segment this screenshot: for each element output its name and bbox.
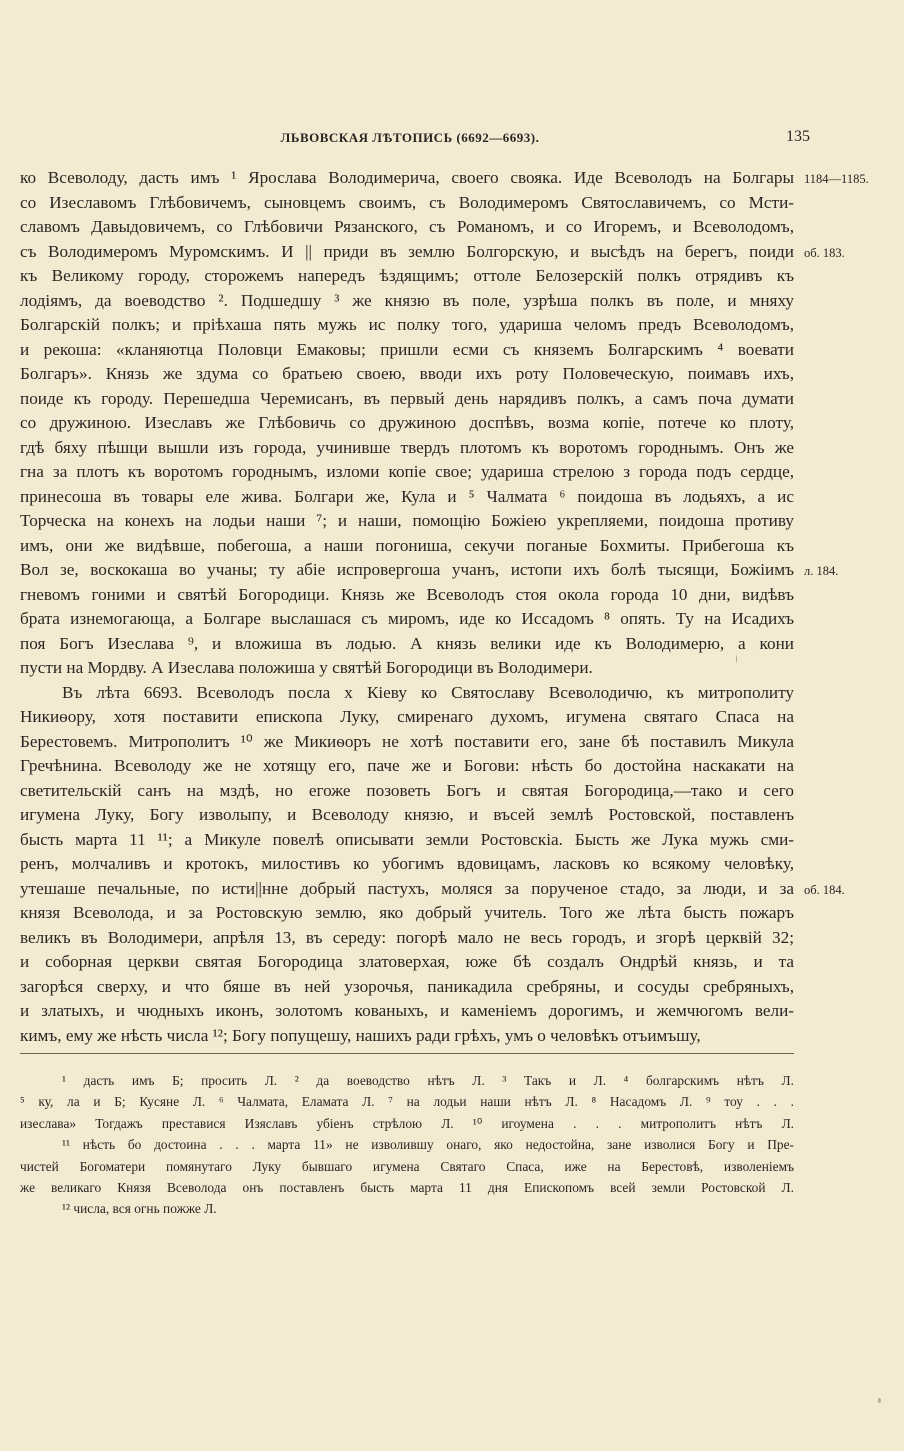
text-line: принесоша въ товары еле жива. Болгари же, Кула и ⁵ Чалмата ⁶ поидоша въ лодьяхъ, а ис <box>20 486 794 506</box>
text-line: лодіямъ, да воеводство ². Подшедшу ³ же князю въ поле, узрѣша полкъ въ поле, и мняху <box>20 290 794 310</box>
text-line: къ Великому городу, сторожемъ напередъ ѣздящимъ; оттоле Белозерскій полкъ отрядивъ къ <box>20 266 794 285</box>
text-line: ко Всеволоду, дасть имъ ¹ Ярослава Володимерича, своего свояка. Иде Всеволодъ на Болгары <box>20 168 794 187</box>
margin-note: л. 184. <box>804 564 839 578</box>
text-line: бысть марта 11 ¹¹; а Микуле повелѣ описывати земли Ростовскіа. Бысть же Лука мужь сми- <box>20 829 794 849</box>
text-line: Торческа на конехъ на лодьи наши ⁷; и наши, помощію Божіею укрепляеми, поидоша противу <box>20 511 794 530</box>
margin-note: об. 183. <box>804 245 845 260</box>
text-line: утешаше печальные, по исти||нне добрый пастухъ, моляся за порученое стадо, за люди, и за <box>20 878 794 898</box>
text-line: гна за плотъ къ воротомъ городнымъ, изломи копіе свое; удариша стрелою з города подъ сердце, <box>20 462 794 481</box>
text-line: славомъ Давыдовичемъ, со Глѣбовичи Рязанского, съ Романомъ, и со Игоремъ, и Всеволодомъ, <box>20 217 794 236</box>
margin-note: 1184—1185. <box>804 172 869 186</box>
text-line: Болгаръ». Князь же здума со братьею своею, вводи ихъ роту Половеческую, поимавъ ихъ, <box>20 364 794 383</box>
page-number: 135 <box>786 128 810 145</box>
text-line: съ Володимеромъ Муромскимъ. И || приди въ землю Болгорскую, и высѣдъ на берегъ, поиди <box>20 241 794 261</box>
text-line: Берестовемъ. Митрополитъ ¹⁰ же Микиѳоръ не хотѣ поставити его, зане бѣ поставилъ Микула <box>20 731 794 751</box>
running-title: ЛЬВОВСКАЯ ЛѢТОПИСЬ (6692—6693). <box>280 130 540 145</box>
footnote-line: ¹ дасть имъ Б; просить Л. ² да воеводство нѣтъ Л. ³ Такъ и Л. ⁴ болгарскимъ нѣтъ Л. <box>62 1073 794 1088</box>
margin-note: об. 184. <box>804 882 845 897</box>
text-line: Въ лѣта 6693. Всеволодъ посла х Кіеву ко Святославу Всеволодичю, къ митрополиту <box>62 682 794 702</box>
footnote-line: ¹¹ нѣсть бо достоина . . . марта 11» не изволившу онаго, яко недостойна, зане изволися Богу и Пре- <box>62 1137 794 1153</box>
text-line: кимъ, ему же нѣсть числа ¹²; Богу попущешу, нашихъ ради грѣхъ, умъ о человѣкъ отъимъшу, <box>20 1025 701 1045</box>
text-line: и златыхъ, и чюдныхъ иконъ, золотомъ кованыхъ, и каменіемъ дорогимъ, и жемчюгомъ вели- <box>20 1001 794 1020</box>
text-line: Никиѳору, хотя поставити епископа Луку, смиренаго духомъ, игумена святаго Спаса на <box>20 707 794 726</box>
footnote-line: ⁵ ку, ла и Б; Кусяне Л. ⁶ Чалмата, Еламата Л. ⁷ на лодьи наши нѣтъ Л. ⁸ Насадомъ Л. ⁹ тоу . . . <box>20 1094 794 1110</box>
footnote-line: же великаго Князя Всеволода онъ поставленъ бысть марта 11 дня Епископомъ всей земли Ростовской Л. <box>20 1179 794 1195</box>
text-line: Гречѣнина. Всеволоду же не хотящу его, паче же и Богови: нѣсть бо достойна наскакати на <box>20 756 794 775</box>
text-line: Болгарскій полкъ; и пріѣхаша пять мужь ис полку того, удариша челомъ предъ Всеволодомъ, <box>20 315 794 334</box>
text-line: ренъ, молчаливъ и кротокъ, милостивъ ко убогимъ вдовицамъ, ласковъ ко всякому человѣку, <box>20 854 794 873</box>
text-line: великъ въ Володимери, апрѣля 13, въ середу: погорѣ мало не весь городъ, и згорѣ церквій 32; <box>20 927 794 947</box>
text-line: гдѣ бяху пѣшци вышли изъ города, учинивше твердъ плотомъ къ воротомъ городнымъ. Онъ же <box>20 437 794 457</box>
text-line: имъ, они же видѣвше, побегоша, а наши погониша, секучи поганые Бохмиты. Прибегоша къ <box>20 535 794 555</box>
text-line: со дружиною. Изеславъ же Глѣбовичь со дружиною доспѣвъ, возма копіе, потече ко плоту, <box>20 413 794 432</box>
text-line: и рекоша: «кланяютца Половци Емаковы; пришли есми съ княземъ Болгарскимъ ⁴ воевати <box>20 339 794 359</box>
text-line: гневомъ гоними и святѣй Богородици. Князь же Всеволодъ стоя окола города 10 дни, видѣвъ <box>20 584 794 604</box>
body-text <box>20 166 794 1048</box>
text-line: и соборная церкви святая Богородица златоверхая, юже бѣ создалъ Ондрѣй князь, и та <box>20 952 794 971</box>
text-line: брата изнемогающа, а Болгаре выслашася съ миромъ, иде ко Иссадомъ ⁸ опять. Ту на Исадихъ <box>20 609 794 628</box>
footnote-line: изеслава» Тогдажъ преставися Изяславъ убіенъ стрѣлою Л. ¹⁰ игоумена . . . митрополитъ нѣтъ Л. <box>20 1115 794 1131</box>
footnote-line: ¹² числа, вся огнь пожже Л. <box>62 1201 217 1217</box>
text-line: загорѣся сверху, и что бяше въ ней узорочья, паникадила сребряны, и сосуды сребряныхъ, <box>20 976 794 996</box>
footnote-divider <box>20 1053 794 1054</box>
paper-speck <box>736 655 737 663</box>
text-line: князя Всеволода, и за Ростовскую землю, яко добрый учитель. Того же лѣта бысть пожаръ <box>20 903 794 922</box>
text-line: поиде къ городу. Перешедша Черемисанъ, въ первый день нарядивъ полкъ, а самъ поча думати <box>20 388 794 408</box>
footnote-line: чистей Богоматери помянутаго Луку бывшаго игумена Святаго Спаса, иже на Берестовѣ, изволеніемъ <box>20 1158 794 1174</box>
paper-speck <box>878 1398 881 1403</box>
text-line: со Изеславомъ Глѣбовичемъ, сыновцемъ своимъ, съ Володимеромъ Святославичемъ, со Мсти- <box>20 192 794 212</box>
footnotes <box>20 1070 794 1220</box>
text-line: Вол зе, воскокаша во учаны; ту абіе испровергоша учанъ, истопи ихъ болѣ тысящи, Божіимъ <box>20 560 794 579</box>
text-line: игумена Луку, Богу изволыпу, и Всеволоду князю, и въсей землѣ Ростовской, поставленъ <box>20 805 794 824</box>
text-line: светительскій санъ на мздѣ, но егоже позоветь Богъ и святая Богородица,—тако и сего <box>20 780 794 800</box>
text-line: поя Богъ Изеслава ⁹, и вложиша въ лодью. А князь велики иде къ Володимерю, а кони <box>20 633 794 653</box>
text-line: пусти на Мордву. А Изеслава положиша у святѣй Богородици въ Володимери. <box>20 658 593 677</box>
